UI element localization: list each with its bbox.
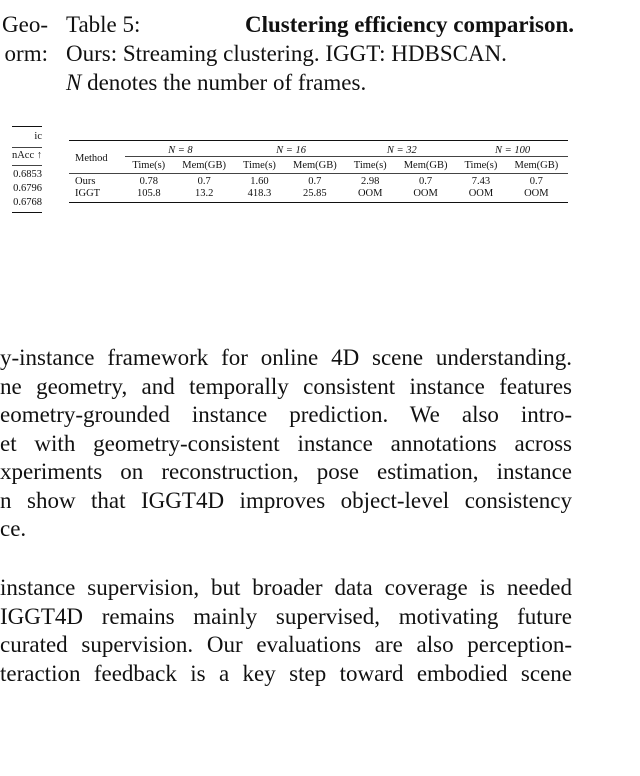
table-cell: 25.85	[283, 188, 346, 203]
left-table-value: 0.6853	[13, 169, 42, 180]
text-line: eometry-grounded instance prediction. We also intro-	[0, 402, 572, 427]
clustering-table	[69, 140, 568, 203]
left-table-header1: ic	[34, 131, 42, 142]
text-line: y-instance framework for online 4D scene understanding.	[0, 345, 572, 370]
table-cell: 2.98	[346, 174, 394, 189]
left-caption-fragment	[2, 10, 48, 68]
table-cell: 13.2	[173, 188, 236, 203]
text-line: xperiments on reconstruction, pose estimation, instance	[0, 459, 572, 484]
table-cell: 0.78	[125, 174, 173, 189]
table5-caption	[66, 10, 574, 97]
table-cell: 0.7	[173, 174, 236, 189]
table-row	[69, 188, 568, 203]
text-line: ce.	[0, 516, 27, 541]
group-header-n8: N = 8	[125, 141, 236, 157]
sub-header-mem: Mem(GB)	[505, 157, 568, 174]
sub-header-time: Time(s)	[346, 157, 394, 174]
table-cell: 0.7	[394, 174, 457, 189]
table-cell: OOM	[505, 188, 568, 203]
sub-header-mem: Mem(GB)	[173, 157, 236, 174]
sub-header-time: Time(s)	[457, 157, 505, 174]
left-caption-line: orm:	[4, 41, 48, 66]
table5-caption-line3	[66, 68, 574, 97]
table5-label: Table 5:	[66, 12, 141, 37]
text-line: IGGT4D remains mainly supervised, motivating future	[0, 603, 572, 629]
n-symbol: N	[66, 70, 82, 95]
table-cell: 105.8	[125, 188, 173, 203]
text-line: ne geometry, and temporally consistent instance features	[0, 373, 572, 399]
table-cell: OOM	[394, 188, 457, 203]
group-header-n100: N = 100	[457, 141, 568, 157]
text-line: teraction feedback is a key step toward embodied scene	[0, 660, 572, 686]
left-table-header2: nAcc ↑	[12, 147, 42, 165]
table-cell: 0.7	[505, 174, 568, 189]
table-cell: OOM	[346, 188, 394, 203]
left-table-fragment	[12, 126, 42, 213]
table-cell: 1.60	[236, 174, 284, 189]
sub-header-time: Time(s)	[125, 157, 173, 174]
table-row	[69, 174, 568, 189]
table-cell: OOM	[457, 188, 505, 203]
limitations-paragraph	[0, 574, 572, 688]
conclusion-paragraph	[0, 344, 572, 544]
table-cell: 7.43	[457, 174, 505, 189]
sub-header-mem: Mem(GB)	[283, 157, 346, 174]
table5-title: Clustering efficiency comparison.	[245, 12, 574, 37]
table-cell: 0.7	[283, 174, 346, 189]
text-line: curated supervision. Our evaluations are also perception-	[0, 632, 572, 657]
left-caption-line: Geo-	[2, 12, 48, 37]
sub-header-mem: Mem(GB)	[394, 157, 457, 174]
group-header-n32: N = 32	[346, 141, 457, 157]
method-header: Method	[69, 141, 125, 174]
row-method: Ours	[69, 174, 125, 189]
table5-caption-line2: Ours: Streaming clustering. IGGT: HDBSCAN.	[66, 41, 507, 66]
left-table-value: 0.6796	[13, 183, 42, 194]
sub-header-time: Time(s)	[236, 157, 284, 174]
left-table-value: 0.6768	[13, 197, 42, 208]
group-header-n16: N = 16	[236, 141, 347, 157]
text-line: n show that IGGT4D improves object-level consistency	[0, 487, 572, 513]
table5-caption-rest: denotes the number of frames.	[87, 70, 367, 95]
table-cell: 418.3	[236, 188, 284, 203]
text-line: instance supervision, but broader data coverage is needed	[0, 575, 572, 600]
row-method: IGGT	[69, 188, 125, 203]
text-line: et with geometry-consistent instance annotations across	[0, 430, 572, 456]
